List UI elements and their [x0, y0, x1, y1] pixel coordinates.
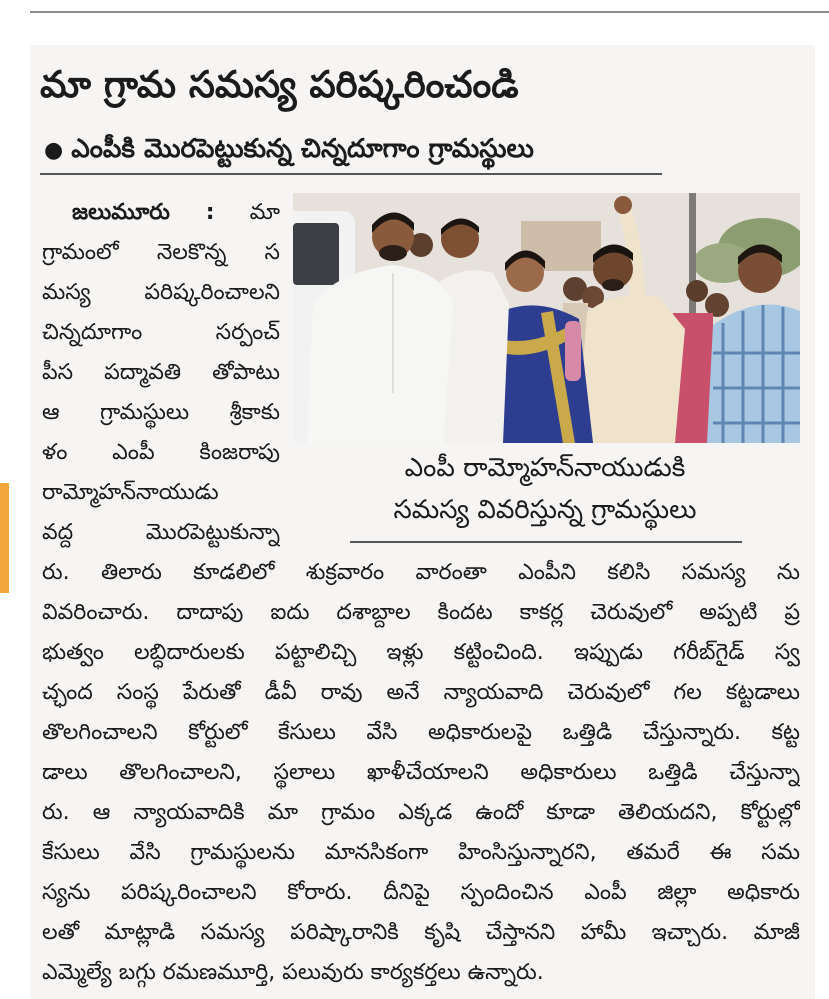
body-line: పీస పద్మావతి తోపాటు	[42, 360, 280, 385]
accent-bar	[0, 483, 9, 593]
body-line: తొలగించాలని కోర్టులో కేసులు వేసి అధికారులపై ఒత్తిడి చేస్తున్నారు. కట్ట	[42, 720, 800, 745]
body-line: రు. ఆ న్యాయవాదికి మా గ్రామం ఎక్కడ ఉందో కూడా తెలియదని, కోర్టుల్లో	[42, 800, 800, 825]
body-line: వివరించారు. దాదాపు ఐదు దశాబ్దాల కిందట కాకర్ల చెరువులో అప్పటి ప్ర	[42, 600, 800, 625]
body-line: చిన్నదూగాం సర్పంచ్	[42, 320, 280, 345]
body-line: వద్ద మొరపెట్టుకున్నా	[42, 520, 280, 545]
body-line: కేసులు వేసి గ్రామస్థులను మానసికంగా హింసిస్తున్నారని, తమరే ఈ సమ	[42, 840, 800, 865]
body-line: గ్రామంలో నెలకొన్న స	[42, 240, 280, 265]
body-line: ళం ఎంపీ కింజరాపు	[42, 440, 280, 465]
headline: మా గ్రామ సమస్య పరిష్కరించండి	[40, 63, 519, 106]
subheadline	[44, 128, 658, 170]
dateline: జలుమూరు :	[72, 200, 215, 225]
body-line: స్యను పరిష్కరించాలని కోరారు. దీనిపై స్పందించిన ఎంపీ జిల్లా అధికారు	[42, 880, 800, 905]
body-line-text: మా	[249, 200, 280, 225]
caption-rule	[350, 541, 742, 543]
body-line: ఆ గ్రామస్థులు శ్రీకాకు	[42, 400, 280, 425]
body-line: భుత్వం లబ్ధిదారులకు పట్టాలిచ్చి ఇళ్లు కట్టించింది. ఇప్పుడు గరీబ్‌గైడ్ స్వ	[42, 640, 800, 665]
subheadline-rule	[40, 173, 662, 175]
photo-caption	[330, 447, 760, 531]
side-column	[42, 193, 280, 553]
news-photo	[293, 193, 800, 443]
bullet-icon: ●	[44, 138, 64, 163]
body-line: మస్య పరిష్కరించాలని	[42, 280, 280, 305]
body-line	[42, 193, 280, 233]
photo-utility-pole	[689, 193, 696, 323]
body-line: ఎమ్మెల్యే బగ్గు రమణమూర్తి, పలువురు కార్యకర్తలు ఉన్నారు.	[42, 960, 544, 985]
caption-line: సమస్య వివరిస్తున్న గ్రామస్థులు	[393, 495, 697, 525]
caption-line: ఎంపీ రామ్మోహన్‌నాయుడుకి	[404, 453, 686, 483]
body-line: డాలు తొలగించాలని, స్థలాలు ఖాళీచేయాలని అధికారులు ఒత్తిడి చేస్తున్నా	[42, 760, 800, 785]
top-rule	[30, 11, 829, 13]
body-line: రు. తిలారు కూడలిలో శుక్రవారం వారంతా ఎంపీని కలిసి సమస్య ను	[42, 560, 800, 585]
body-line: లతో మాట్లాడి సమస్య పరిష్కారానికి కృషి చేస్తానని హామీ ఇచ్చారు. మాజీ	[42, 920, 800, 945]
subheadline-text: ఎంపీకి మొరపెట్టుకున్న చిన్నదూగాం గ్రామస్థులు	[71, 134, 534, 164]
full-width-column	[42, 553, 800, 993]
body-line: రామ్మోహన్‌నాయుడు	[42, 480, 219, 505]
body-line: చ్ఛంద సంస్థ పేరుతో డీవీ రావు అనే న్యాయవాది చెరువులో గల కట్టడాలు	[42, 680, 800, 705]
